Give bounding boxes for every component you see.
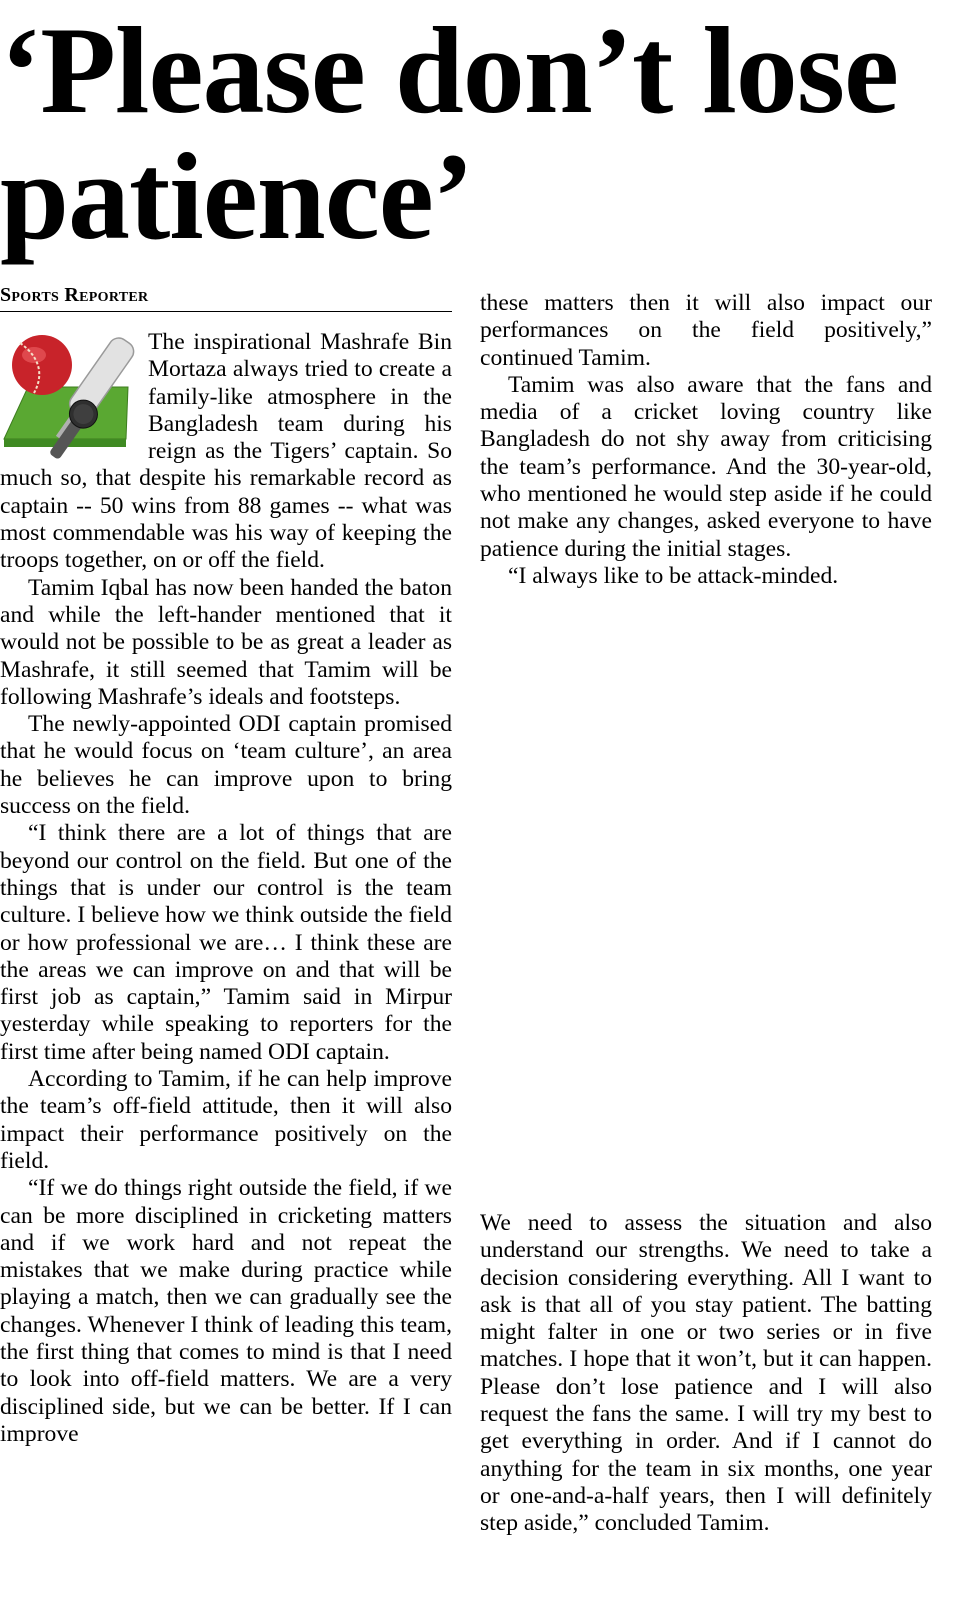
paragraph: Tamim Iqbal has now been handed the baton and while the left-hander mentioned that it would not be possible to be as great a leader as Mashrafe, it still seemed that Tamim will be following Mashrafe’s ideals and footsteps. xyxy=(0,574,452,710)
paragraph: The newly-appointed ODI captain promised that he would focus on ‘team culture’, an area he believes he can improve upon to bring success on the field. xyxy=(0,711,452,820)
paragraph: “I think there are a lot of things that are beyond our control on the field. But one of the things that is under our control is the team culture. I believe how we think outside the field or how professional we are… I think these are the areas we can improve on and that will be first job as captain,” Tamim said in Mirpur yesterday while speaking to reporters for the first time after being named ODI captain. xyxy=(0,820,452,1065)
byline: Sports Reporter xyxy=(0,284,452,312)
paragraph: Tamim was also aware that the fans and media of a cricket loving country like Bangladesh do not shy away from criticising the team’s performance. And the 30-year-old, who mentioned he would step aside if he could not make any changes, asked everyone to have patience during the initial stages. xyxy=(480,371,932,562)
paragraph: We need to assess the situation and also understand our strengths. We need to take a decision considering everything. All I want to ask is that all of you stay patient. The batting might falter in one or two series or in five matches. I hope that it won’t, but it can happen. Please don’t lose patience and I will also request the fans the same. I will try my best to get everything in order. And if I cannot do anything for the team in six months, one year or one-and-a-half years, then I will definitely step aside,” concluded Tamim. xyxy=(480,1210,932,1537)
paragraph: The inspirational Mashrafe Bin Mortaza always tried to create a family-like atmosphere in the Bangladesh team during his reign as the Tigers’ captain. So much so, that despite his remarkable record as captain -- 50 wins from 88 games -- what was most commendable was his way of keeping the troops together, on or off the field. xyxy=(0,329,452,574)
cricket-ball-microphone-icon xyxy=(0,329,140,465)
article-column-right-top xyxy=(480,290,932,590)
paragraph: “I always like to be attack-minded. xyxy=(508,562,839,589)
article-column-right-bottom xyxy=(480,1210,932,1538)
paragraph: these matters then it will also impact our performances on the field positively,” continued Tamim. xyxy=(480,290,932,371)
paragraph: “If we do things right outside the field, if we can be more disciplined in cricketing matters and if we work hard and not repeat the mistakes that we make during practice while playing a match, then we can gradually see the changes. Whenever I think of leading this team, the first thing that comes to mind is that I need to look into off-field matters. We are a very disciplined side, but we can be better. If I can improve xyxy=(0,1175,452,1447)
headline: ‘Please don’t lose patience’ xyxy=(0,2,899,265)
paragraph: According to Tamim, if he can help improve the team’s off-field attitude, then it will also impact their performance positively on the field. xyxy=(0,1066,452,1174)
article-column-left xyxy=(0,329,452,1448)
